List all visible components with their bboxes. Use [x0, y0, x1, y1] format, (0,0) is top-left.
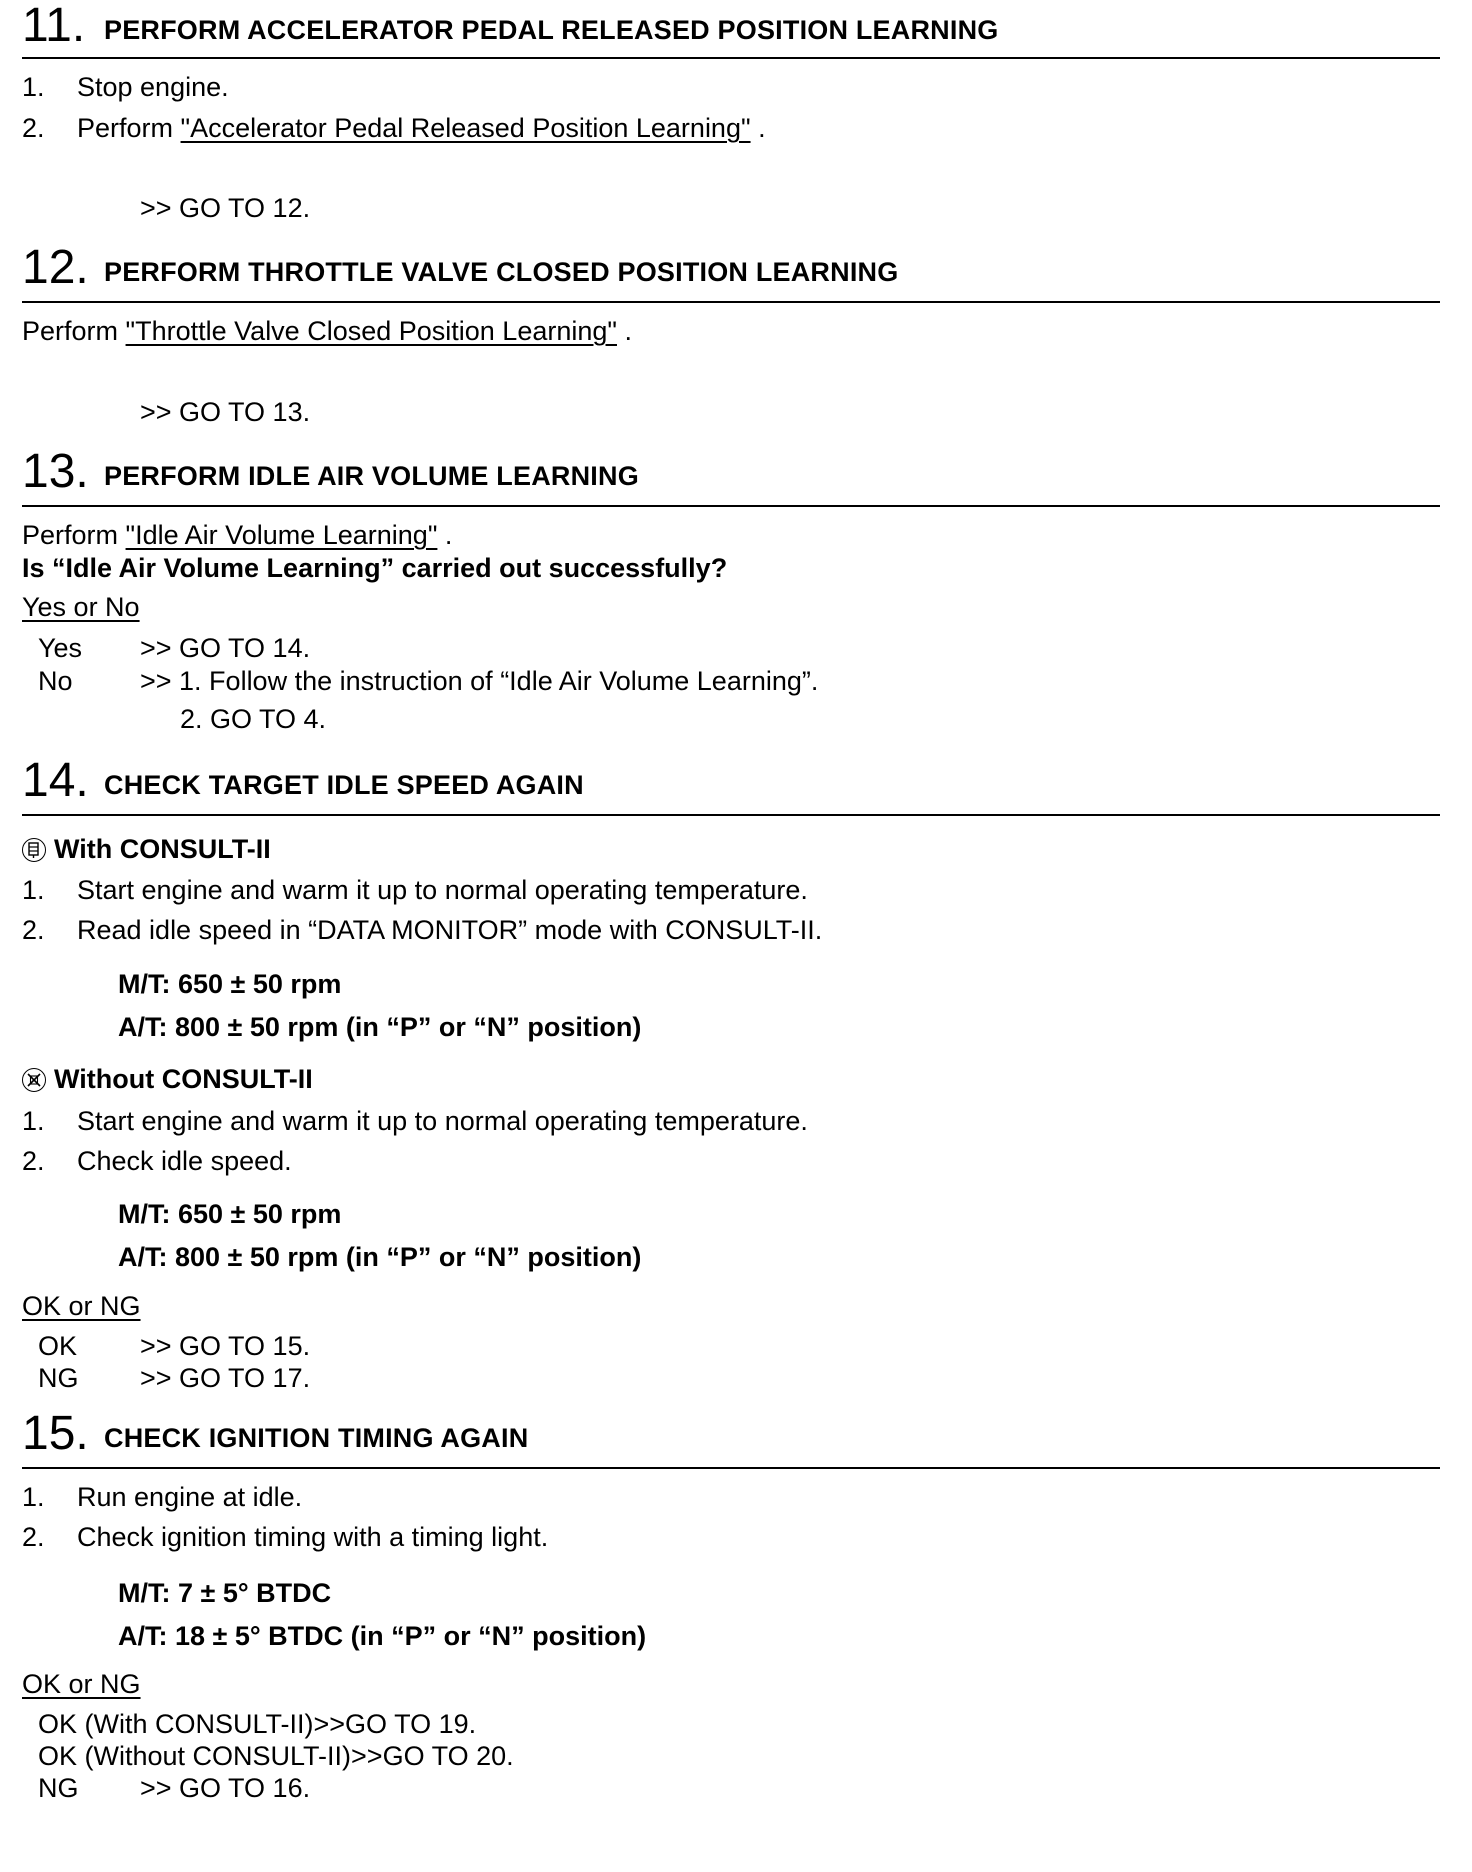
step-number: 12.	[22, 241, 89, 294]
step-14-header	[22, 755, 1442, 811]
step-15-header	[22, 1408, 1442, 1464]
step-number: 13.	[22, 445, 89, 498]
step-number: 15.	[22, 1407, 89, 1460]
goto-step: >> GO TO 13.	[140, 397, 311, 427]
spec-mt: M/T: 650 ± 50 rpm	[118, 1199, 342, 1229]
result-label: OK or NG	[22, 1291, 141, 1321]
result-action: >> GO TO 14.	[140, 633, 311, 663]
list-item: Start engine and warm it up to normal operating temperature.	[77, 1106, 808, 1136]
result-key: NG	[38, 1363, 79, 1393]
spec-mt: M/T: 7 ± 5° BTDC	[118, 1578, 332, 1608]
list-item: Start engine and warm it up to normal operating temperature.	[77, 875, 808, 905]
divider	[22, 505, 1440, 507]
list-number: 1.	[22, 1106, 45, 1136]
list-number: 2.	[22, 1146, 45, 1176]
check-question: Is “Idle Air Volume Learning” carried out successfully?	[22, 553, 728, 583]
link-suffix: .	[624, 316, 633, 346]
instruction-text	[22, 520, 452, 550]
link-suffix: .	[758, 113, 766, 143]
result-action: >> 1. Follow the instruction of “Idle Air Volume Learning”.	[140, 666, 819, 696]
list-number: 2.	[22, 1522, 45, 1552]
step-title: CHECK IGNITION TIMING AGAIN	[104, 1423, 529, 1453]
list-item: Stop engine.	[77, 72, 229, 102]
no-consult-icon	[22, 1068, 46, 1092]
step-13-header	[22, 446, 1442, 502]
divider	[22, 57, 1440, 59]
list-number: 1.	[22, 1482, 45, 1512]
result-key: NG	[38, 1773, 79, 1803]
step-title: PERFORM IDLE AIR VOLUME LEARNING	[104, 461, 639, 491]
link-suffix: .	[444, 520, 453, 550]
step-title: CHECK TARGET IDLE SPEED AGAIN	[104, 770, 584, 800]
list-item: Run engine at idle.	[77, 1482, 303, 1512]
instruction-text	[22, 316, 632, 346]
step-12-header	[22, 242, 1442, 298]
result-line: OK (Without CONSULT-II)>>GO TO 20.	[38, 1741, 514, 1771]
with-consult-label: With CONSULT-II	[54, 834, 271, 864]
step-title: PERFORM THROTTLE VALVE CLOSED POSITION LEARNING	[104, 257, 899, 287]
step-number: 14.	[22, 754, 89, 807]
throttle-valve-learning-link[interactable]: "Throttle Valve Closed Position Learning"	[125, 316, 617, 346]
accelerator-pedal-learning-link[interactable]: "Accelerator Pedal Released Position Learning"	[180, 113, 751, 143]
goto-step: >> GO TO 12.	[140, 193, 311, 223]
list-item: Read idle speed in “DATA MONITOR” mode with CONSULT-II.	[77, 915, 823, 945]
list-item: Check idle speed.	[77, 1146, 292, 1176]
list-item: Check ignition timing with a timing light.	[77, 1522, 549, 1552]
list-number: 1.	[22, 72, 45, 102]
spec-at: A/T: 800 ± 50 rpm (in “P” or “N” position)	[118, 1242, 642, 1272]
list-number: 1.	[22, 875, 45, 905]
result-action-extra: 2. GO TO 4.	[180, 704, 327, 734]
divider	[22, 1467, 1440, 1469]
instruction-prefix: Perform	[22, 520, 119, 550]
spec-at: A/T: 18 ± 5° BTDC (in “P” or “N” position)	[118, 1621, 647, 1651]
idle-air-volume-learning-link[interactable]: "Idle Air Volume Learning"	[125, 520, 438, 550]
without-consult-label: Without CONSULT-II	[54, 1064, 313, 1094]
list-item-text: Perform	[77, 113, 174, 143]
result-label: Yes or No	[22, 592, 140, 622]
result-key: Yes	[38, 633, 83, 663]
consult-icon	[22, 838, 46, 862]
result-action: >> GO TO 16.	[140, 1773, 311, 1803]
step-title: PERFORM ACCELERATOR PEDAL RELEASED POSITION LEARNING	[104, 15, 999, 45]
spec-at: A/T: 800 ± 50 rpm (in “P” or “N” position)	[118, 1012, 642, 1042]
result-line: OK (With CONSULT-II)>>GO TO 19.	[38, 1709, 477, 1739]
list-number: 2.	[22, 915, 45, 945]
instruction-prefix: Perform	[22, 316, 119, 346]
step-11-header	[22, 0, 1442, 56]
list-item	[77, 113, 766, 143]
result-key: OK	[38, 1331, 78, 1361]
with-consult-heading	[22, 834, 271, 864]
step-number: 11.	[22, 0, 86, 52]
result-action: >> GO TO 15.	[140, 1331, 311, 1361]
divider	[22, 301, 1440, 303]
list-number: 2.	[22, 113, 45, 143]
result-key: No	[38, 666, 73, 696]
result-action: >> GO TO 17.	[140, 1363, 311, 1393]
spec-mt: M/T: 650 ± 50 rpm	[118, 969, 342, 999]
result-label: OK or NG	[22, 1669, 141, 1699]
divider	[22, 814, 1440, 816]
without-consult-heading	[22, 1064, 313, 1094]
